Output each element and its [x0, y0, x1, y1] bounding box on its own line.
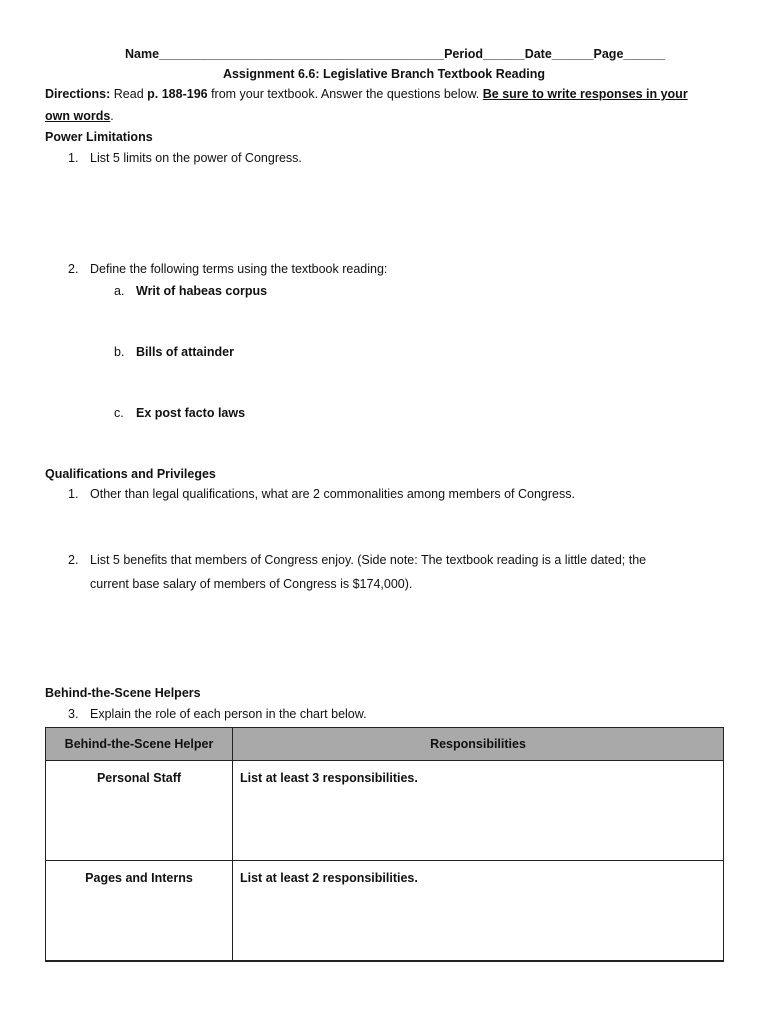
question-text: List 5 benefits that members of Congress enjoy. (Side note: The textbook reading is a little dated; the — [90, 553, 647, 567]
page-title: Assignment 6.6: Legislative Branch Textbook Reading — [222, 67, 546, 81]
term-text: Ex post facto laws — [136, 406, 246, 420]
term-b — [114, 345, 234, 359]
question-1-1 — [68, 151, 302, 165]
directions-line-1 — [45, 87, 688, 101]
directions-label: Directions: — [45, 87, 111, 101]
question-2-1 — [68, 487, 575, 501]
term-letter: b. — [114, 345, 125, 359]
table-row — [46, 761, 724, 861]
name-blank[interactable]: _________________________________________ — [159, 47, 445, 61]
directions-end: . — [110, 109, 114, 123]
question-text: Define the following terms using the textbook reading: — [90, 262, 388, 276]
question-2-2 — [68, 553, 646, 567]
directions-text-mid: from your textbook. Answer the questions below. — [207, 87, 483, 101]
question-text: Other than legal qualifications, what are 2 commonalities among members of Congress. — [90, 487, 575, 501]
question-text: List 5 limits on the power of Congress. — [90, 151, 302, 165]
question-2-2-cont: current base salary of members of Congress is $174,000). — [90, 577, 413, 591]
helper-name: Personal Staff — [46, 761, 233, 861]
question-1-2 — [68, 262, 387, 276]
header-line — [125, 47, 665, 61]
term-text: Bills of attainder — [136, 345, 234, 359]
period-label: Period — [444, 47, 483, 61]
directions-emphasis-1: Be sure to write responses in your — [482, 87, 688, 101]
helper-name: Pages and Interns — [46, 861, 233, 961]
question-3-3 — [68, 707, 367, 721]
section-title-helpers: Behind-the-Scene Helpers — [45, 686, 201, 700]
directions-text-pre: Read — [110, 87, 148, 101]
question-number: 1. — [68, 151, 79, 165]
section-title-power-limitations: Power Limitations — [45, 130, 153, 144]
name-label: Name — [125, 47, 160, 61]
date-blank[interactable]: ______ — [551, 47, 594, 61]
directions-emphasis-2: own words — [45, 109, 111, 123]
directions-pages: p. 188-196 — [147, 87, 208, 101]
term-text: Writ of habeas corpus — [136, 284, 268, 298]
table-header-responsibilities: Responsibilities — [233, 728, 724, 761]
term-a — [114, 284, 267, 298]
section-title-qualifications: Qualifications and Privileges — [45, 467, 216, 481]
question-number: 3. — [68, 707, 79, 721]
term-c — [114, 406, 245, 420]
page-label: Page — [593, 47, 624, 61]
period-blank[interactable]: ______ — [482, 47, 525, 61]
date-label: Date — [524, 47, 552, 61]
table-row — [46, 861, 724, 961]
question-text: Explain the role of each person in the chart below. — [90, 707, 367, 721]
table-header-row — [46, 728, 724, 761]
helper-responsibility[interactable]: List at least 2 responsibilities. — [233, 861, 724, 961]
term-letter: a. — [114, 284, 125, 298]
page-blank[interactable]: ______ — [623, 47, 666, 61]
term-letter: c. — [114, 406, 124, 420]
question-number: 2. — [68, 262, 79, 276]
table-header-helper: Behind-the-Scene Helper — [46, 728, 233, 761]
directions-line-2 — [45, 109, 114, 123]
question-number: 1. — [68, 487, 79, 501]
helpers-table — [45, 727, 724, 962]
helper-responsibility[interactable]: List at least 3 responsibilities. — [233, 761, 724, 861]
question-number: 2. — [68, 553, 79, 567]
